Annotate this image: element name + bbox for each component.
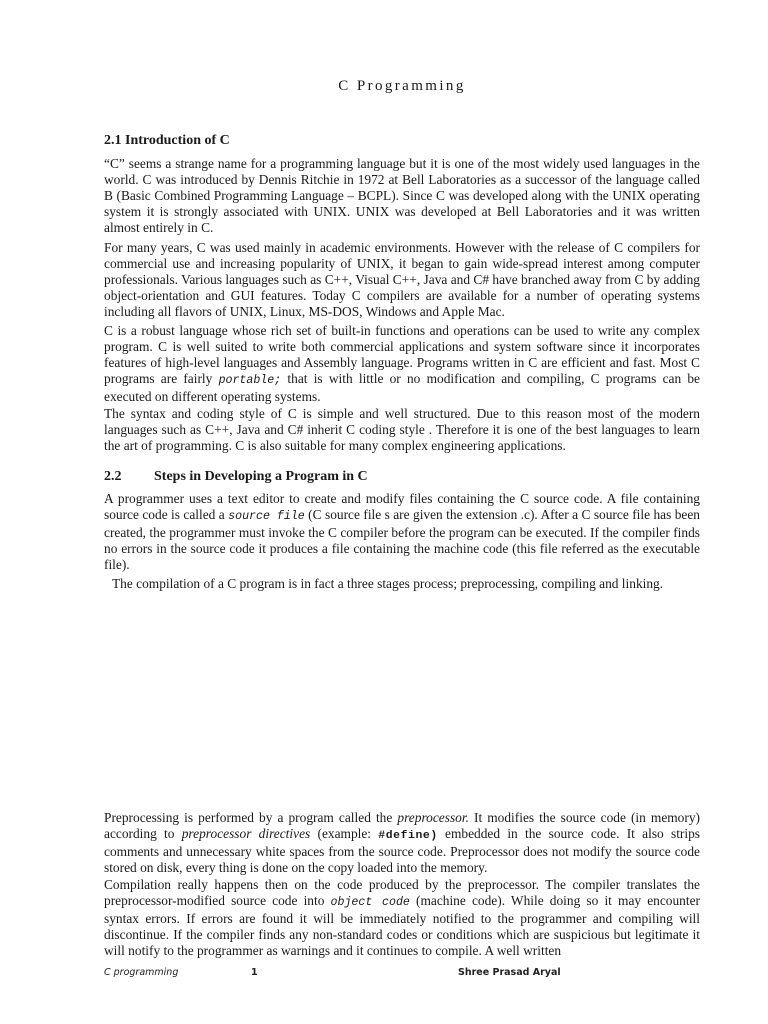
- paragraph-steps-2: The compilation of a C program is in fact a three stages process; preprocessing, compiling and linking.: [112, 576, 664, 591]
- define-code: #define): [378, 830, 438, 842]
- footer-course: C programming: [104, 967, 179, 978]
- footer-page-number: 1: [251, 967, 258, 978]
- paragraph-compilation: Compilation really happens then on the code produced by the preprocessor. The compiler translates the preprocessor-modified source code into object code (machine code). While doing so it may encounter syntax errors. If errors are found it will be immediately notified to the programmer and compiling will discontinue. If the compiler finds any non-standard codes or conditions which are suspicious but legitimate it will notify to the programmer as warnings and it continues to compile. A well written: [104, 877, 701, 958]
- paragraph-preprocessing: Preprocessing is performed by a program called the preprocessor. It modifies the source code (in memory) according to preprocessor directives (example: #define) embedded in the source code. It also strips comments and unnecessary white spaces from the source code. Preprocessor does not modify the source code stored on disk, every thing is done on the copy loaded into the memory.: [104, 810, 701, 875]
- page-footer: [104, 967, 700, 981]
- section-heading-steps: 2.2 Steps in Developing a Program in C: [104, 469, 368, 484]
- source-file-term: source file: [228, 510, 305, 523]
- section-heading-intro: 2.1 Introduction of C: [104, 133, 230, 148]
- paragraph-intro-3: C is a robust language whose rich set of built-in functions and operations can be used to write any complex program. C is well suited to write both commercial applications and system software since it incorporates features of high-level languages and Assembly language. Programs written in C are efficient and fast. Most C programs are fairly portable; that is with little or no modification and compiling, C programs can be executed on different operating systems.: [104, 323, 700, 404]
- footer-author: Shree Prasad Aryal: [458, 967, 561, 978]
- paragraph-intro-1: “C” seems a strange name for a programming language but it is one of the most widely used languages in the world. C was introduced by Dennis Ritchie in 1972 at Bell Laboratories as a successor of the language called B (Basic Combined Programming Language – BCPL). Since C was developed along with the UNIX operating system it is strongly associated with UNIX. UNIX was developed at Bell Laboratories and it was written almost entirely in C.: [104, 156, 700, 235]
- object-code-term: object code: [330, 896, 410, 909]
- paragraph-intro-4: The syntax and coding style of C is simple and well structured. Due to this reason most of the modern languages such as C++, Java and C# inherit C coding style . Therefore it is one of the best languages to learn the art of programming. C is also suitable for many complex engineering applications.: [104, 406, 700, 453]
- paragraph-steps-1: A programmer uses a text editor to create and modify files containing the C source code. A file containing source code is called a source file (C source file s are given the extension .c). After a C source file has been created, the programmer must invoke the C compiler before the program can be executed. If the compiler finds no errors in the source code it produces a file containing the machine code (this file referred as the executable file).: [104, 491, 701, 572]
- portable-term: portable;: [218, 374, 282, 387]
- paragraph-intro-2: For many years, C was used mainly in academic environments. However with the release of C compilers for commercial use and increasing popularity of UNIX, it began to gain wide-spread interest among computer professionals. Various languages such as C++, Visual C++, Java and C# have branched away from C by adding object-orientation and GUI features. Today C compilers are available for a number of operating systems including all flavors of UNIX, Linux, MS-DOS, Windows and Apple Mac.: [104, 240, 700, 319]
- document-title: C Programming: [338, 78, 466, 94]
